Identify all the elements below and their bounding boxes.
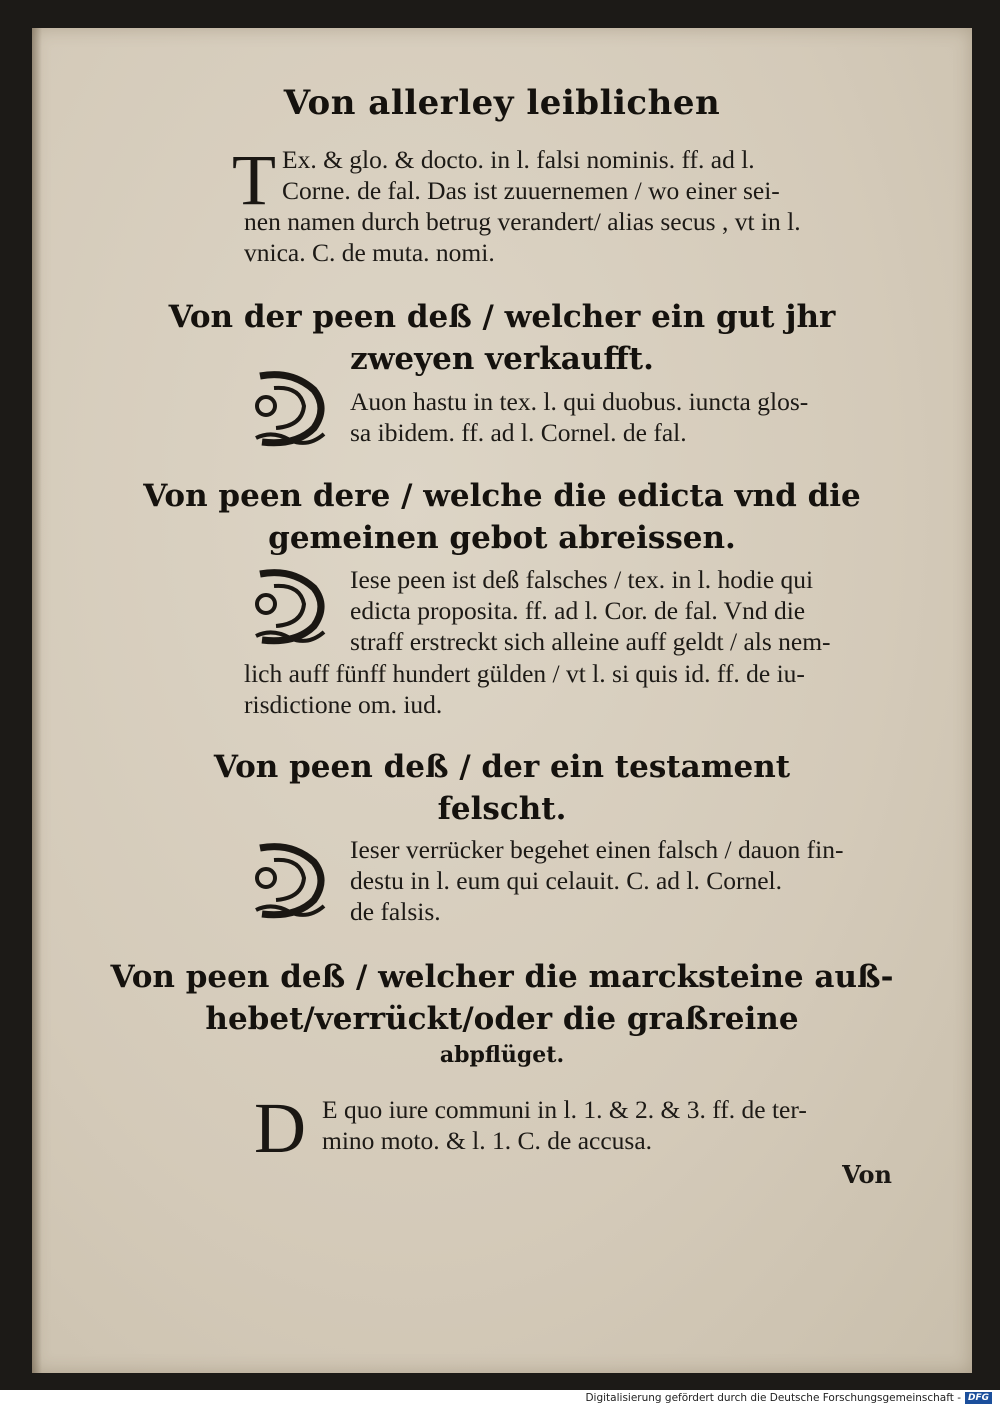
dropcap-letter: D (254, 1088, 306, 1168)
section-heading (32, 956, 972, 1070)
book-page (32, 28, 972, 1373)
text-line: sa ibidem. ff. ad l. Cornel. de fal. (350, 418, 687, 447)
heading-line: Von der peen deß / welcher ein gut jhr (168, 299, 836, 335)
credit-text: Digitalisierung gefördert durch die Deutsche Forschungsgemeinschaft - (585, 1392, 961, 1404)
paragraph-text (282, 144, 780, 206)
text-line: Iese peen ist deß falsches / tex. in l. hodie qui (350, 565, 814, 594)
text-line: lich auff fünff hundert gülden / vt l. si quis id. ff. de iu- (244, 659, 805, 688)
text-line: mino moto. & l. 1. C. de accusa. (322, 1126, 653, 1155)
section-heading (32, 746, 972, 830)
running-head: Von allerley leiblichen (283, 83, 721, 123)
text-line: nen namen durch betrug verandert/ alias secus , vt in l. (244, 207, 801, 236)
paragraph-text (322, 1094, 807, 1156)
paragraph-text (350, 386, 808, 448)
text-line: E quo iure communi in l. 1. & 2. & 3. ff. de ter- (322, 1095, 807, 1124)
section-heading (32, 475, 972, 559)
catchword: Von (842, 1160, 892, 1189)
paragraph-text (350, 564, 831, 657)
paragraph-text (244, 658, 805, 720)
digitization-credit (585, 1392, 992, 1404)
dfg-logo[interactable]: DFG (965, 1392, 992, 1404)
heading-line: Von peen deß / welcher die marcksteine auß- (110, 959, 894, 995)
page-spine-shadow (32, 28, 42, 1373)
section-heading (32, 296, 972, 380)
heading-line: felscht. (437, 791, 567, 827)
text-line: Ex. & glo. & docto. in l. falsi nominis. ff. ad l. (282, 145, 755, 174)
heading-line: Von peen dere / welche die edicta vnd die (143, 478, 861, 514)
paragraph-text (350, 834, 843, 927)
heading-subline: abpflüget. (439, 1042, 565, 1068)
text-line: risdictione om. iud. (244, 690, 443, 719)
ornamental-initial-d (252, 368, 330, 452)
text-line: de falsis. (350, 897, 441, 926)
text-line: destu in l. eum qui celauit. C. ad l. Cornel. (350, 866, 783, 895)
paragraph-text (244, 206, 801, 268)
ornamental-initial-d (252, 840, 330, 924)
heading-line: Von peen deß / der ein testament (213, 749, 791, 785)
text-line: Ieser verrücker begehet einen falsch / dauon fin- (350, 835, 844, 864)
text-line: Corne. de fal. Das ist zuuernemen / wo einer sei- (282, 176, 780, 205)
text-line: vnica. C. de muta. nomi. (244, 238, 495, 267)
text-line: edicta proposita. ff. ad l. Cor. de fal. Vnd die (350, 596, 806, 625)
dropcap-letter: T (232, 140, 276, 220)
ornamental-initial-d (252, 566, 330, 650)
heading-line: zweyen verkaufft. (350, 341, 654, 377)
text-line: straff erstreckt sich alleine auff geldt / als nem- (350, 627, 831, 656)
heading-line: hebet/verrückt/oder die graßreine (205, 1001, 799, 1037)
heading-line: gemeinen gebot abreissen. (268, 520, 736, 556)
text-line: Auon hastu in tex. l. qui duobus. iuncta glos- (350, 387, 809, 416)
